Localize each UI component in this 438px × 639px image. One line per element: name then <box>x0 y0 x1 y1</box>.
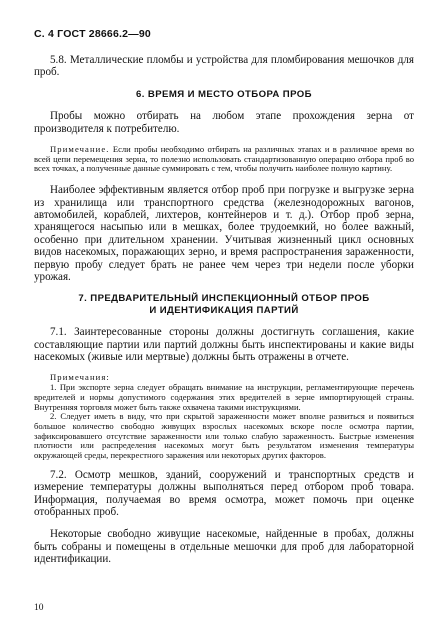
note-label: Примечание. <box>50 144 110 155</box>
paragraph-7-2: 7.2. Осмотр мешков, зданий, сооружений и транспортных средств и измерение температуры должны выполняться перед отбором проб товара. Информация, получаемая во время осмотра, может помочь при оценке отобранных проб. <box>34 468 414 518</box>
section-6-note <box>34 145 414 174</box>
section-7-title <box>34 293 414 316</box>
section-6-title: 6. ВРЕМЯ И МЕСТО ОТБОРА ПРОБ <box>136 88 312 100</box>
paragraph-5-8: 5.8. Металлические пломбы и устройства для пломбирования мешочков для проб. <box>34 54 414 79</box>
note-item-2: 2. Следует иметь в виду, что при скрытой зараженности может вполне развиться и появиться большое количество свободно живущих взрослых насекомых вскоре после осмотра партии, зафиксировавшего отсутствие зараженности или только слабую зараженность. Быстрые изменения плотности или распределения насекомых могут быть результатом изменения температуры окружающей среды, перекрестного заражения или некоторых других факторов. <box>34 411 414 461</box>
paragraph-7-1: 7.1. Заинтересованные стороны должны достигнуть соглашения, какие составляющие партии или партий должны быть инспектированы и какие виды насекомых (живые или мертвые) должны быть отражены в отчете. <box>34 326 414 364</box>
page-header: С. 4 ГОСТ 28666.2—90 <box>34 28 151 40</box>
section-6-paragraph-2: Наиболее эффективным является отбор проб при погрузке и выгрузке зерна из хранилища или транспортного средства (железнодорожных вагонов, автомобилей, кораблей, лихтеров, контейнеров и т. д.). Отбор проб зерна, хранящегося насыпью или в мешках, более трудоемкий, но более важный, особенно при длительном хранении. Учитывая жизненный цикл основных видов насекомых, поражающих зерно, и время распространения зараженности, первую пробу следует брать не ранее чем через три недели после уборки урожая. <box>34 184 414 283</box>
page-number: 10 <box>34 603 44 613</box>
notes-heading: Примечания: <box>50 372 110 383</box>
section-7-title-line-2: И ИДЕНТИФИКАЦИЯ ПАРТИЙ <box>149 304 299 316</box>
notes-block <box>34 373 414 460</box>
section-7-title-line-1: 7. ПРЕДВАРИТЕЛЬНЫЙ ИНСПЕКЦИОННЫЙ ОТБОР ПРОБ <box>78 293 370 305</box>
paragraph-last: Некоторые свободно живущие насекомые, найденные в пробах, должны быть собраны и помещены в отдельные мешочки для проб для лабораторной идентификации. <box>34 528 414 566</box>
note-item-1: 1. При экспорте зерна следует обращать внимание на инструкции, регламентирующие перечень вредителей и нормы допустимого содержания этих вредителей в зерне импортирующей страны. Внутренняя торговля может быть также охвачена такими инструкциями. <box>34 382 414 412</box>
note-text: Если пробы необходимо отбирать на различных этапах и в различное время во всей цепи перемещения зерна, то полезно использовать стандартизованную операцию отбора проб во всех точках, а полученные данные суммировать с тем, чтобы получить наиболее полную картину. <box>34 144 414 174</box>
section-6-paragraph-1: Пробы можно отбирать на любом этапе прохождения зерна от производителя к потребителю. <box>34 110 414 135</box>
